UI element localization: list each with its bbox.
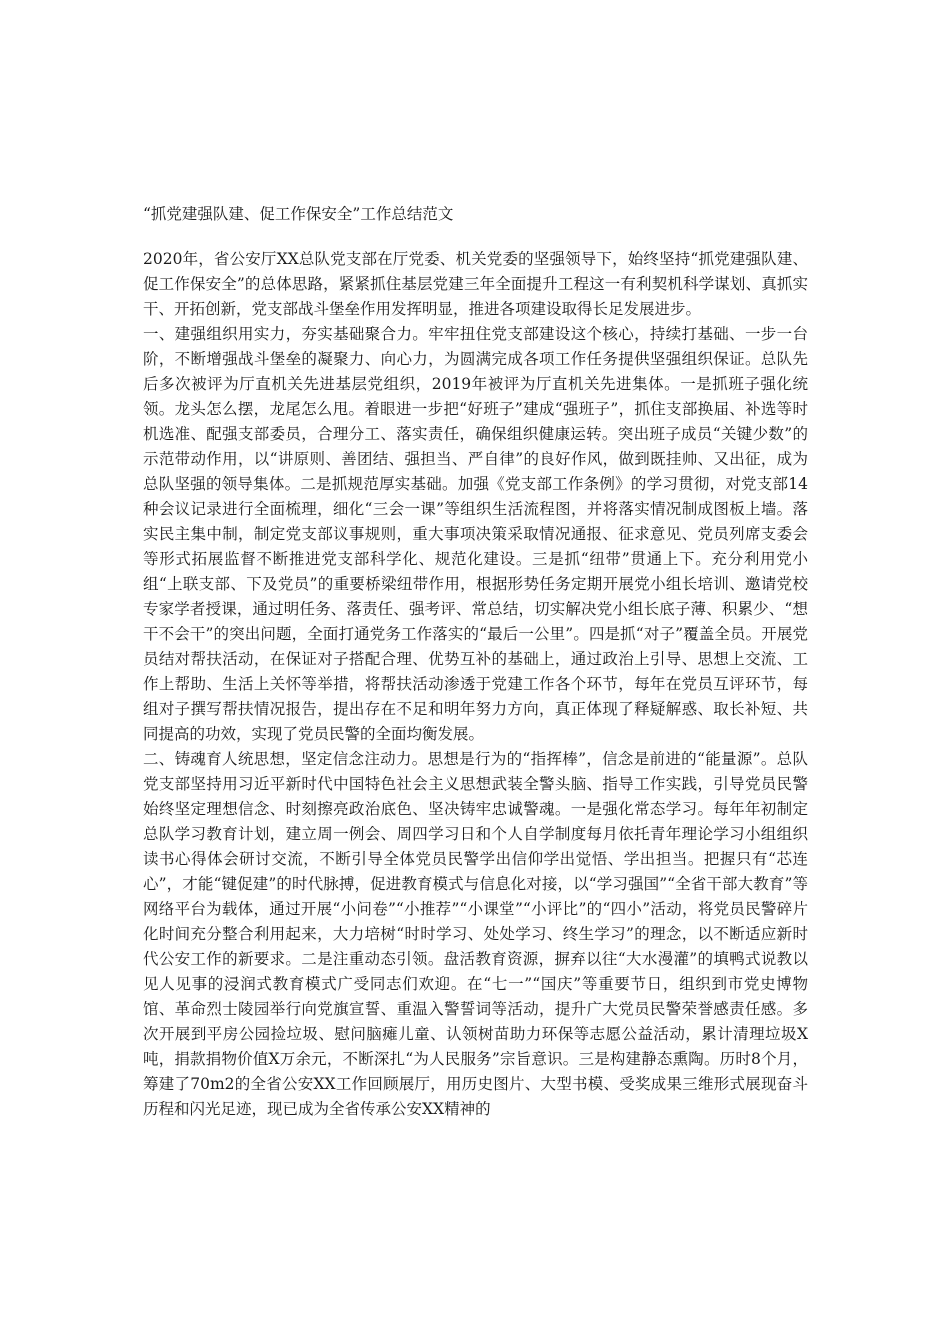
paragraph-section-one: 一、建强组织用实力，夯实基础聚合力。牢牢扭住党支部建设这个核心，持续打基础、一步一台阶，不断增强战斗堡垒的凝聚力、向心力，为圆满完成各项工作任务提供坚强组织保证。总队先后多次被评为厅直机关先进基层党组织，2019年被评为厅直机关先进集体。一是抓班子强化统领。龙头怎么摆，龙尾怎么甩。着眼进一步把“好班子”建成“强班子”，抓住支部换届、补选等时机选准、配强支部委员，合理分工、落实责任，确保组织健康运转。突出班子成员“关键少数”的示范带动作用，以“讲原则、善团结、强担当、严自律”的良好作风，做到既挂帅、又出征，成为总队坚强的领导集体。二是抓规范厚实基础。加强《党支部工作条例》的学习贯彻，对党支部14种会议记录进行全面梳理，细化“三会一课”等组织生活流程图，并将落实情况制成图板上墙。落实民主集中制，制定党支部议事规则，重大事项决策采取情况通报、征求意见、党员列席支委会等形式拓展监督不断推进党支部科学化、规范化建设。三是抓“纽带”贯通上下。充分利用党小组“上联支部、下及党员”的重要桥梁纽带作用，根据形势任务定期开展党小组长培训、邀请党校专家学者授课，通过明任务、落责任、强考评、常总结，切实解决党小组长底子薄、积累少、“想干不会干”的突出问题，全面打通党务工作落实的“最后一公里”。四是抓“对子”覆盖全员。开展党员结对帮扶活动，在保证对子搭配合理、优势互补的基础上，通过政治上引导、思想上交流、工作上帮助、生活上关怀等举措，将帮扶活动渗透于党建工作各个环节，每年在党员互评环节，每组对子撰写帮扶情况报告，提出存在不足和明年努力方向，真正体现了释疑解惑、取长补短、共同提高的功效，实现了党员民警的全面均衡发展。 <box>143 325 808 743</box>
paragraph-intro: 2020年，省公安厅XX总队党支部在厅党委、机关党委的坚强领导下，始终坚持“抓党建强队建、促工作保安全”的总体思路，紧紧抓住基层党建三年全面提升工程这一有利契机科学谋划、真抓实干、开拓创新，党支部战斗堡垒作用发挥明显，推进各项建设取得长足发展进步。 <box>143 250 808 318</box>
document-body <box>143 247 808 1122</box>
document-title: “抓党建强队建、促工作保安全”工作总结范文 <box>143 205 454 223</box>
paragraph-section-two: 二、铸魂育人统思想，坚定信念注动力。思想是行为的“指挥棒”，信念是前进的“能量源”。总队党支部坚持用习近平新时代中国特色社会主义思想武装全警头脑、指导工作实践，引导党员民警始终坚定理想信念、时刻擦亮政治底色、坚决铸牢忠诚警魂。一是强化常态学习。每年年初制定总队学习教育计划，建立周一例会、周四学习日和个人自学制度每月依托青年理论学习小组组织读书心得体会研讨交流，不断引导全体党员民警学出信仰学出觉悟、学出担当。把握只有“芯连心”，才能“键促建”的时代脉搏，促进教育模式与信息化对接，以“学习强国”“全省干部大教育”等网络平台为载体，通过开展“小问卷”“小推荐”“小课堂”“小评比”的“四小”活动，将党员民警碎片化时间充分整合利用起来，大力培树“时时学习、处处学习、终生学习”的理念，以不断适应新时代公安工作的新要求。二是注重动态引领。盘活教育资源，摒弃以往“大水漫灌”的填鸭式说教以见人见事的浸润式教育模式广受同志们欢迎。在“七一”“国庆”等重要节日，组织到市党史博物馆、革命烈士陵园举行向党旗宣誓、重温入警誓词等活动，提升广大党员民警荣誉感责任感。多次开展到平房公园捡垃圾、慰问脑瘫儿童、认领树苗助力环保等志愿公益活动，累计清理垃圾X吨，捐款捐物价值X万余元，不断深扎“为人民服务”宗旨意识。三是构建静态熏陶。历时8个月，筹建了70m2的全省公安XX工作回顾展厅，用历史图片、大型书模、受奖成果三维形式展现奋斗历程和闪光足迹，现已成为全省传承公安XX精神的 <box>143 750 808 1118</box>
